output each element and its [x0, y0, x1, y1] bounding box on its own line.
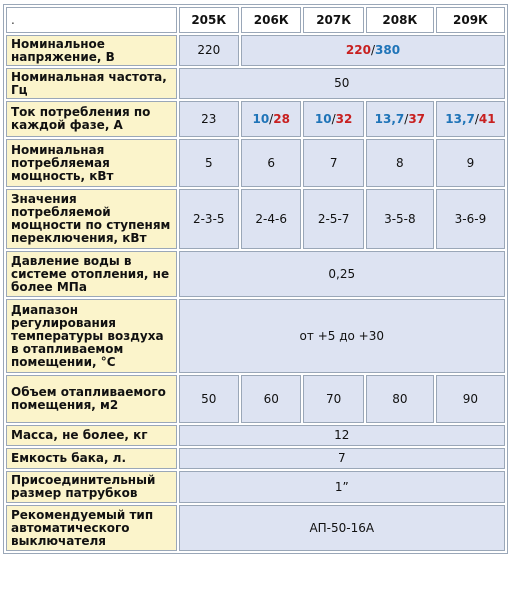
pipe-value: 1” — [179, 471, 505, 503]
current-209k-sep: / — [474, 111, 479, 126]
power-206k: 6 — [241, 139, 301, 187]
tank-label: Емкость бака, л. — [6, 448, 177, 469]
frequency-value: 50 — [179, 68, 505, 99]
pipe-row — [6, 471, 505, 503]
current-row — [6, 101, 505, 137]
mass-label: Масса, не более, кг — [6, 425, 177, 446]
voltage-row — [6, 35, 505, 66]
current-206k-b: 28 — [273, 111, 290, 126]
power-208k: 8 — [366, 139, 434, 187]
mass-value: 12 — [179, 425, 505, 446]
voltage-205k: 220 — [179, 35, 239, 66]
power-207k: 7 — [303, 139, 363, 187]
current-206k — [241, 101, 301, 137]
model-209k-header: 209К — [436, 7, 505, 33]
mass-row — [6, 425, 505, 446]
current-208k — [366, 101, 434, 137]
volume-208k: 80 — [366, 375, 434, 423]
frequency-row — [6, 68, 505, 99]
current-208k-a: 13,7 — [374, 111, 405, 126]
model-206k-header: 206К — [241, 7, 301, 33]
voltage-sep: / — [370, 43, 376, 57]
current-label: Ток потребления по каждой фазе, А — [6, 101, 177, 137]
model-205k-header: 205К — [179, 7, 239, 33]
voltage-label: Номинальное напряжение, В — [6, 35, 177, 66]
breaker-value: АП-50-16А — [179, 505, 505, 551]
steps-208k: 3-5-8 — [366, 189, 434, 249]
header-row — [6, 7, 505, 33]
power-label: Номинальная потребляемая мощность, кВт — [6, 139, 177, 187]
steps-label: Значения потребляемой мощности по ступеням переключения, кВт — [6, 189, 177, 249]
temp-range-label: Диапазон регулирования температуры воздуха в отапливаемом помещении, °С — [6, 299, 177, 373]
current-209k-a: 13,7 — [445, 111, 475, 126]
tank-value: 7 — [179, 448, 505, 469]
pipe-label: Присоединительный размер патрубков — [6, 471, 177, 503]
current-205k: 23 — [179, 101, 239, 137]
power-205k: 5 — [179, 139, 239, 187]
steps-206k: 2-4-6 — [241, 189, 301, 249]
current-206k-sep: / — [269, 111, 274, 126]
current-207k — [303, 101, 363, 137]
voltage-380: 380 — [375, 43, 401, 57]
breaker-label: Рекомендуемый тип автоматического выключателя — [6, 505, 177, 551]
corner-cell: . — [6, 7, 177, 33]
current-207k-sep: / — [331, 111, 336, 126]
current-208k-b: 37 — [408, 111, 426, 126]
power-row — [6, 139, 505, 187]
steps-row — [6, 189, 505, 249]
steps-205k: 2-3-5 — [179, 189, 239, 249]
volume-209k: 90 — [436, 375, 505, 423]
specs-table — [3, 4, 508, 554]
frequency-label: Номинальная частота, Гц — [6, 68, 177, 99]
model-208k-header: 208К — [366, 7, 434, 33]
volume-205k: 50 — [179, 375, 239, 423]
current-206k-a: 10 — [252, 111, 270, 126]
steps-207k: 2-5-7 — [303, 189, 363, 249]
volume-label: Объем отапливаемого помещения, м2 — [6, 375, 177, 423]
temp-range-value: от +5 до +30 — [179, 299, 505, 373]
current-207k-a: 10 — [314, 111, 332, 126]
breaker-row — [6, 505, 505, 551]
voltage-206-209 — [241, 35, 505, 66]
steps-209k: 3-6-9 — [436, 189, 505, 249]
pressure-value: 0,25 — [179, 251, 505, 297]
power-209k: 9 — [436, 139, 505, 187]
temp-range-row — [6, 299, 505, 373]
pressure-label: Давление воды в системе отопления, не более МПа — [6, 251, 177, 297]
current-209k-b: 41 — [478, 111, 496, 126]
volume-207k: 70 — [303, 375, 363, 423]
voltage-220: 220 — [345, 43, 371, 57]
volume-206k: 60 — [241, 375, 301, 423]
model-207k-header: 207К — [303, 7, 363, 33]
tank-row — [6, 448, 505, 469]
current-208k-sep: / — [404, 111, 409, 126]
volume-row — [6, 375, 505, 423]
current-207k-b: 32 — [335, 111, 353, 126]
current-209k — [436, 101, 505, 137]
pressure-row — [6, 251, 505, 297]
